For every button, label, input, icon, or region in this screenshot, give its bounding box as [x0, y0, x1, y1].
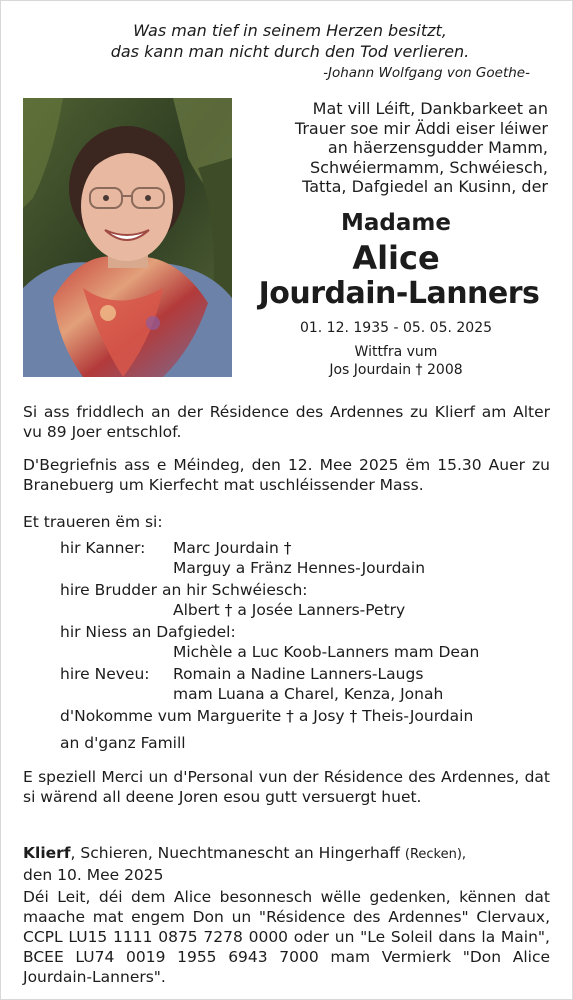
deceased-title: Madame: [341, 210, 451, 236]
widow-line-1: Wittfra vum: [354, 344, 438, 360]
place-town: Klierf: [23, 844, 71, 862]
funeral-paragraph: D'Begriefnis ass e Méindeg, den 12. Mee 2025 ëm 15.30 Auer zu Branebuerg um Kierfecht mat uschléissender Mass.: [23, 456, 550, 494]
mourner-entry: Marguy a Fränz Hennes-Jourdain: [173, 559, 426, 577]
mourner-entry: Marc Jourdain †: [173, 539, 292, 557]
place-line: [23, 843, 550, 865]
intro-line: an häerzensgudder Mamm,: [327, 138, 548, 157]
widow-line-2: Jos Jourdain † 2008: [329, 362, 463, 378]
mourner-nokomme: d'Nokomme vum Marguerite † a Josy † Theis-Jourdain: [60, 707, 474, 725]
mourner-entry: Albert † a Josée Lanners-Petry: [173, 601, 406, 619]
thanks-paragraph: E speziell Merci un d'Personal vun der Résidence des Ardennes, dat si wärend all deene Joren esou gutt versuergt huet.: [23, 768, 550, 806]
place-date: [23, 843, 550, 885]
intro-line: Tatta, Dafgiedel an Kusinn, der: [302, 177, 548, 196]
mourner-label-niess: hir Niess an Dafgiedel:: [60, 623, 236, 641]
goethe-quote: [60, 20, 520, 62]
intro-line: Mat vill Léift, Dankbarkeet an: [312, 99, 548, 118]
quote-line-2: das kann man nicht durch den Tod verlieren.: [110, 42, 470, 61]
mourners-heading: Et traueren ëm si:: [23, 513, 163, 531]
place-date-line: den 10. Mee 2025: [23, 866, 164, 884]
death-paragraph: Si ass friddlech an der Résidence des Ardennes zu Klierf am Alter vu 89 Joer entschlof.: [23, 403, 550, 441]
donation-paragraph: Déi Leit, déi dem Alice besonnesch wëlle gedenken, kënnen dat maache mat engem Don un "Résidence des Ardennes" Clervaux, CCPL LU15 1111 0875 7278 0000 oder un "Le Soleil dans la Main", BCEE LU74 0019 1955 6943 7000 mam Vermierk "Don Alice Jourdain-Lanners".: [23, 888, 550, 986]
portrait-photo: [23, 98, 232, 377]
mourner-label-neveu: hire Neveu:: [60, 665, 150, 683]
intro-line: Trauer soe mir Äddi eiser léiwer: [294, 118, 548, 138]
mourner-entry: Romain a Nadine Lanners-Laugs: [173, 665, 424, 683]
mourner-entry: Michèle a Luc Koob-Lanners mam Dean: [173, 643, 480, 661]
deceased-last-name: Jourdain-Lanners: [258, 276, 540, 311]
quote-line-1: Was man tief in seinem Herzen besitzt,: [133, 21, 447, 40]
mourner-label-kanner: hir Kanner:: [60, 539, 146, 557]
intro-text: [246, 99, 548, 197]
widow-info: [246, 343, 546, 379]
place-small: (Recken),: [404, 847, 467, 862]
deceased-first-name: Alice: [352, 239, 440, 277]
place-rest: , Schieren, Nuechtmanescht an Hingerhaff: [70, 844, 405, 862]
intro-line: Schwéiermamm, Schwéiesch,: [309, 157, 548, 177]
mourner-famill: an d'ganz Famill: [60, 734, 186, 752]
portrait-illustration: [23, 98, 232, 377]
life-dates: 01. 12. 1935 - 05. 05. 2025: [299, 320, 493, 336]
quote-author: -Johann Wolfgang von Goethe-: [323, 65, 530, 81]
mourner-label-brudder: hire Brudder an hir Schwéiesch:: [60, 581, 308, 599]
mourner-entry: mam Luana a Charel, Kenza, Jonah: [173, 685, 444, 703]
